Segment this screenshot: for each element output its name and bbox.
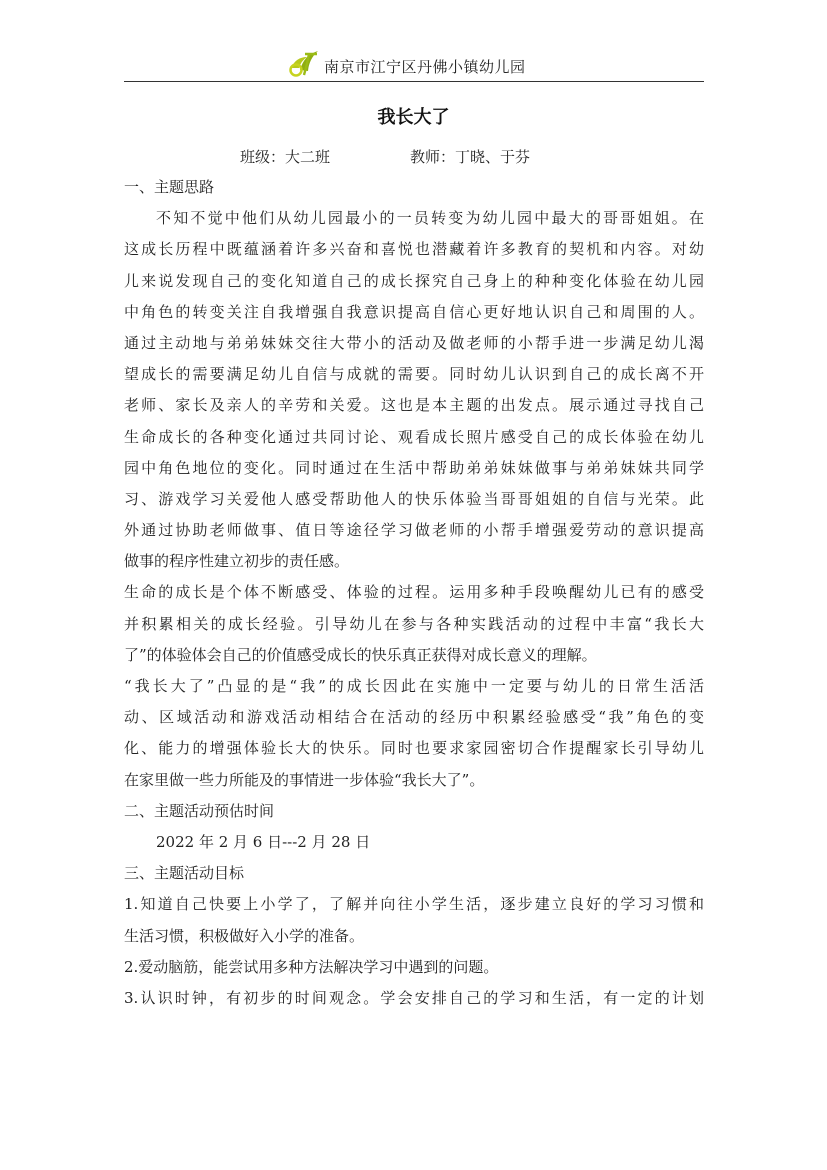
- body-text-line: “我长大了”凸显的是“我”的成长因此在实施中一定要与幼儿的日常生活活: [124, 677, 704, 695]
- body-text-line: 中角色的转变关注自我增强自我意识提高自信心更好地认识自己和周围的人。: [124, 302, 704, 321]
- body-text-line: 1.知道自己快要上小学了，了解并向往小学生活，逐步建立良好的学习习惯和: [124, 895, 704, 914]
- section-heading: 三、主题活动目标: [124, 864, 245, 883]
- body-text-line: 这成长历程中既蕴涵着许多兴奋和喜悦也潜藏着许多教育的契机和内容。对幼: [124, 240, 704, 259]
- section-heading: 一、主题思路: [124, 178, 215, 196]
- body-text-line: 望成长的需要满足幼儿自信与成就的需要。同时幼儿认识到自己的成长离不开: [124, 365, 704, 384]
- body-text-line: 在家里做一些力所能及的事情进一步体验“我长大了”。: [124, 770, 485, 789]
- body-text-line: 化、能力的增强体验长大的快乐。同时也要求家园密切合作提醒家长引导幼儿: [124, 739, 704, 758]
- body-text-line: 2022 年 2 月 6 日---2 月 28 日: [156, 832, 371, 851]
- page-header: [124, 44, 704, 82]
- body-text-line: 不知不觉中他们从幼儿园最小的一员转变为幼儿园中最大的哥哥姐姐。在: [156, 209, 704, 228]
- body-text-line: 园中角色地位的变化。同时通过在生活中帮助弟弟妹妹做事与弟弟妹妹共同学: [124, 458, 704, 477]
- body-text-line: 习、游戏学习关爱他人感受帮助他人的快乐体验当哥哥姐姐的自信与光荣。此: [124, 489, 704, 508]
- body-text-line: 3.认识时钟，有初步的时间观念。学会安排自己的学习和生活，有一定的计划: [124, 988, 704, 1007]
- teacher-label: 教师：丁晓、于芬: [410, 148, 531, 166]
- body-text-line: 2.爱动脑筋，能尝试用多种方法解决学习中遇到的问题。: [124, 957, 499, 976]
- body-text-line: 儿来说发现自己的变化知道自己的成长探究自己身上的种种变化体验在幼儿园: [124, 271, 704, 290]
- body-text-line: 老师、家长及亲人的辛劳和关爱。这也是本主题的出发点。展示通过寻找自己: [124, 396, 704, 415]
- body-text-line: 并积累相关的成长经验。引导幼儿在参与各种实践活动的过程中丰富“我长大: [124, 614, 704, 633]
- school-name: 南京市江宁区丹佛小镇幼儿园: [324, 58, 526, 76]
- body-text-line: 做事的程序性建立初步的责任感。: [124, 552, 350, 571]
- section-heading: 二、主题活动预估时间: [124, 801, 275, 820]
- body-text-line: 了”的体验体会自己的价值感受成长的快乐真正获得对成长意义的理解。: [124, 645, 597, 664]
- document-body: [124, 172, 704, 1014]
- body-text-line: 生活习惯，积极做好入小学的准备。: [124, 926, 365, 945]
- body-text-line: 动、区域活动和游戏活动相结合在活动的经历中积累经验感受“我”角色的变: [124, 708, 704, 727]
- school-logo-icon: [288, 48, 322, 78]
- body-text-line: 生命的成长是个体不断感受、体验的过程。运用多种手段唤醒幼儿已有的感受: [124, 583, 704, 602]
- body-text-line: 外通过协助老师做事、值日等途径学习做老师的小帮手增强爱劳动的意识提高: [124, 521, 704, 540]
- body-text-line: 生命成长的各种变化通过共同讨论、观看成长照片感受自己的成长体验在幼儿: [124, 427, 704, 446]
- class-label: 班级：大二班: [240, 148, 331, 166]
- header-divider: [124, 81, 704, 82]
- body-text-line: 通过主动地与弟弟妹妹交往大带小的活动及做老师的小帮手进一步满足幼儿渴: [124, 333, 704, 352]
- document-title: 我长大了: [377, 107, 450, 128]
